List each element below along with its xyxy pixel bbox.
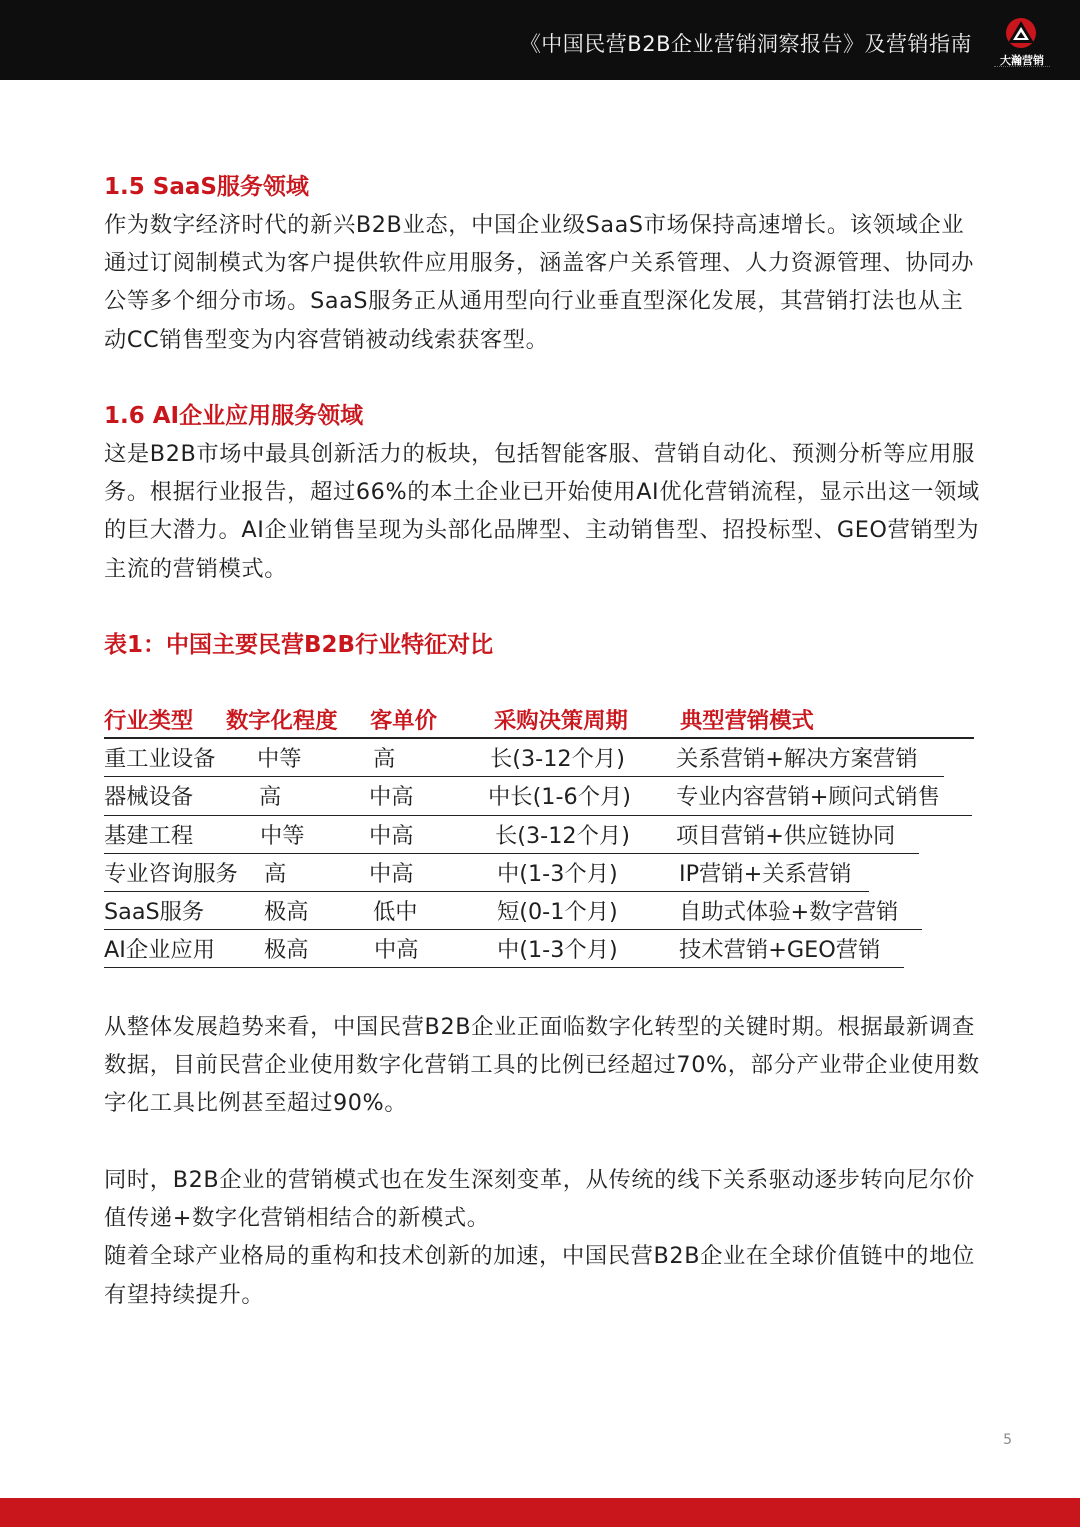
table-cell: SaaS服务	[104, 898, 205, 925]
table-row	[104, 740, 984, 778]
table-row-underline	[104, 891, 869, 892]
table-row-underline	[104, 967, 904, 968]
table-cell: 短(0-1个月)	[497, 898, 618, 925]
table-row-underline	[104, 776, 944, 777]
page-number: 5	[1003, 1432, 1012, 1448]
table-header-cell: 采购决策周期	[494, 708, 628, 734]
table-header-underline	[104, 737, 974, 739]
table-cell: 高	[264, 860, 287, 887]
table-cell: 关系营销+解决方案营销	[676, 746, 918, 773]
table-header-cell: 行业类型	[104, 708, 194, 734]
table-cell: AI企业应用	[104, 937, 216, 964]
page-header	[0, 0, 1080, 80]
report-title: 《中国民营B2B企业营销洞察报告》及营销指南	[519, 32, 972, 56]
mountain-triangle-logo-icon	[1004, 16, 1038, 50]
table-row-underline	[104, 815, 972, 816]
table-cell: 重工业设备	[104, 746, 216, 773]
table-cell: 高	[373, 746, 396, 773]
table-cell: 自助式体验+数字营销	[679, 898, 899, 925]
brand-logo	[998, 16, 1046, 70]
table-row-underline	[104, 853, 919, 854]
change-section	[104, 1161, 984, 1314]
section-heading-ai: 1.6 AI企业应用服务领域	[104, 403, 364, 429]
table-header-cell: 数字化程度	[226, 708, 338, 734]
table-cell: IP营销+关系营销	[679, 860, 852, 887]
table-cell: 中高	[369, 784, 414, 811]
table-cell: 专业内容营销+顾问式销售	[676, 784, 940, 811]
table-cell: 中等	[257, 746, 302, 773]
section-ai	[104, 397, 984, 588]
table-cell: 中等	[260, 822, 305, 849]
table-cell: 中高	[369, 822, 414, 849]
table-cell: 长(3-12个月)	[495, 822, 630, 849]
table-cell: 中高	[369, 860, 414, 887]
table-caption: 表1：中国主要民营B2B行业特征对比	[104, 632, 494, 658]
trend-section	[104, 1008, 984, 1123]
table-cell: 基建工程	[104, 822, 194, 849]
section-body-ai: 这是B2B市场中最具创新活力的板块，包括智能客服、营销自动化、预测分析等应用服务。根据行业报告，超过66%的本土企业已开始使用AI优化营销流程，显示出这一领域的巨大潜力。AI企业销售呈现为头部化品牌型、主动销售型、招投标型、GEO营销型为主流的营销模式。	[104, 441, 980, 582]
table-cell: 极高	[264, 898, 309, 925]
industry-comparison-table	[104, 702, 984, 969]
table-header-row	[104, 702, 984, 740]
change-paragraph-1: 同时，B2B企业的营销模式也在发生深刻变革，从传统的线下关系驱动逐步转向尼尔价值传递+数字化营销相结合的新模式。	[104, 1167, 975, 1232]
trend-paragraph: 从整体发展趋势来看，中国民营B2B企业正面临数字化转型的关键时期。根据最新调查数据，目前民营企业使用数字化营销工具的比例已经超过70%，部分产业带企业使用数字化工具比例甚至超过90%。	[104, 1014, 980, 1117]
table-header-cell: 客单价	[370, 708, 437, 734]
footer-bar	[0, 1498, 1080, 1527]
table-row	[104, 931, 984, 969]
table-cell: 中(1-3个月)	[497, 860, 618, 887]
table-row	[104, 855, 984, 893]
table-cell: 专业咨询服务	[104, 860, 238, 887]
logo-subline	[994, 66, 1050, 69]
table-cell: 长(3-12个月)	[490, 746, 625, 773]
change-paragraph-2: 随着全球产业格局的重构和技术创新的加速，中国民营B2B企业在全球价值链中的地位有望持续提升。	[104, 1243, 975, 1308]
table-cell: 极高	[264, 937, 309, 964]
table-row	[104, 817, 984, 855]
table-cell: 中高	[374, 937, 419, 964]
table-row	[104, 778, 984, 816]
table-cell: 项目营销+供应链协同	[676, 822, 896, 849]
table-cell: 中长(1-6个月)	[488, 784, 632, 811]
table-header-cell: 典型营销模式	[680, 708, 814, 734]
table-cell: 高	[259, 784, 282, 811]
table-cell: 低中	[373, 898, 418, 925]
table-cell: 中(1-3个月)	[497, 937, 618, 964]
table-cell: 器械设备	[104, 784, 194, 811]
table-row-underline	[104, 929, 922, 930]
table-cell: 技术营销+GEO营销	[679, 937, 881, 964]
section-saas	[104, 168, 984, 359]
section-heading-saas: 1.5 SaaS服务领域	[104, 174, 309, 200]
section-body-saas: 作为数字经济时代的新兴B2B业态，中国企业级SaaS市场保持高速增长。该领域企业通过订阅制模式为客户提供软件应用服务，涵盖客户关系管理、人力资源管理、协同办公等多个细分市场。SaaS服务正从通用型向行业垂直型深化发展，其营销打法也从主动CC销售型变为内容营销被动线索获客型。	[104, 212, 975, 353]
logo-wordmark: 大瀚营销	[1000, 54, 1044, 67]
table-row	[104, 893, 984, 931]
